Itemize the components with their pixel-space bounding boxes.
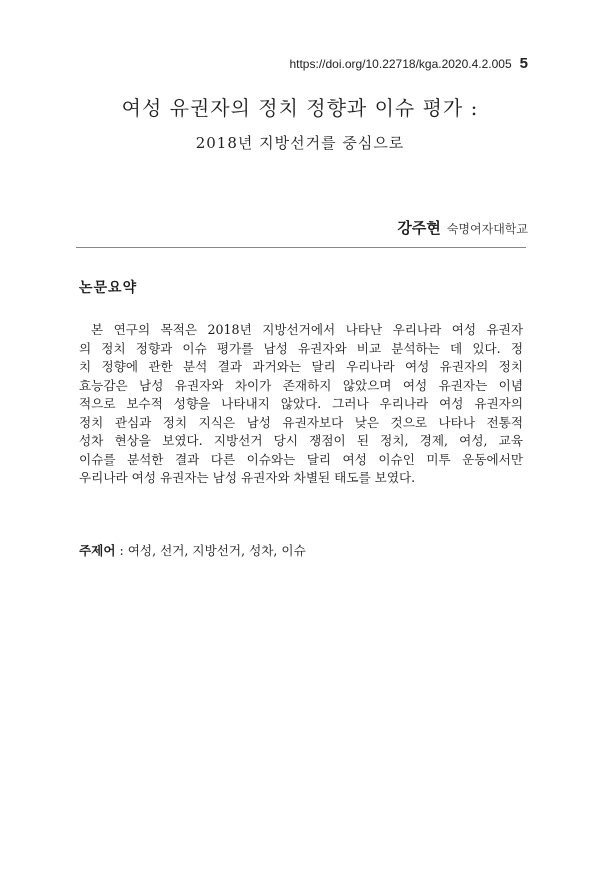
author-name: 강주현 bbox=[397, 219, 441, 237]
abstract-heading: 논문요약 bbox=[79, 280, 138, 296]
abstract-line: 성차 현상을 보였다. 지방선거 당시 쟁점이 된 정치, 경제, 여성, 교육 bbox=[79, 433, 523, 448]
keywords-label: 주제어 bbox=[79, 543, 116, 558]
page-header bbox=[289, 55, 528, 72]
doi-link[interactable]: https://doi.org/10.22718/kga.2020.4.2.005 bbox=[289, 57, 512, 71]
keywords bbox=[79, 540, 306, 559]
keywords-separator: : bbox=[115, 543, 128, 558]
abstract-line: 우리나라 여성 유권자는 남성 유권자와 차별된 태도를 보였다. bbox=[79, 470, 416, 485]
page-number: 5 bbox=[519, 55, 528, 72]
abstract-line: 적으로 보수적 성향을 나타내지 않았다. 그러나 우리나라 여성 유권자의 bbox=[79, 396, 523, 411]
paper-title: 여성 유권자의 정치 정향과 이슈 평가 : bbox=[121, 96, 479, 120]
abstract-line: 정치 관심과 정치 지식은 남성 유권자보다 낮은 것으로 나타나 전통적 bbox=[79, 414, 523, 430]
paper-subtitle: 2018년 지방선거를 중심으로 bbox=[195, 134, 405, 152]
abstract-line: 치 정향에 관한 분석 결과 과거와는 달리 우리나라 여성 유권자의 정치 bbox=[79, 359, 523, 374]
abstract-line: 본 연구의 목적은 2018년 지방선거에서 나타난 우리나라 여성 유권자 bbox=[91, 322, 523, 337]
divider bbox=[76, 247, 526, 248]
abstract-line: 효능감은 남성 유권자와 차이가 존재하지 않았으며 여성 유권자는 이념 bbox=[79, 377, 523, 393]
abstract-body bbox=[79, 321, 523, 488]
author-block bbox=[397, 217, 528, 238]
abstract-line: 의 정치 정향과 이슈 평가를 남성 유권자와 비교 분석하는 데 있다. 정 bbox=[79, 340, 523, 356]
author-affiliation: 숙명여자대학교 bbox=[446, 222, 528, 236]
abstract-line: 이슈를 분석한 결과 다른 이슈와는 달리 여성 이슈인 미투 운동에서만 bbox=[79, 451, 523, 467]
keywords-value: 여성, 선거, 지방선거, 성차, 이슈 bbox=[127, 543, 306, 558]
